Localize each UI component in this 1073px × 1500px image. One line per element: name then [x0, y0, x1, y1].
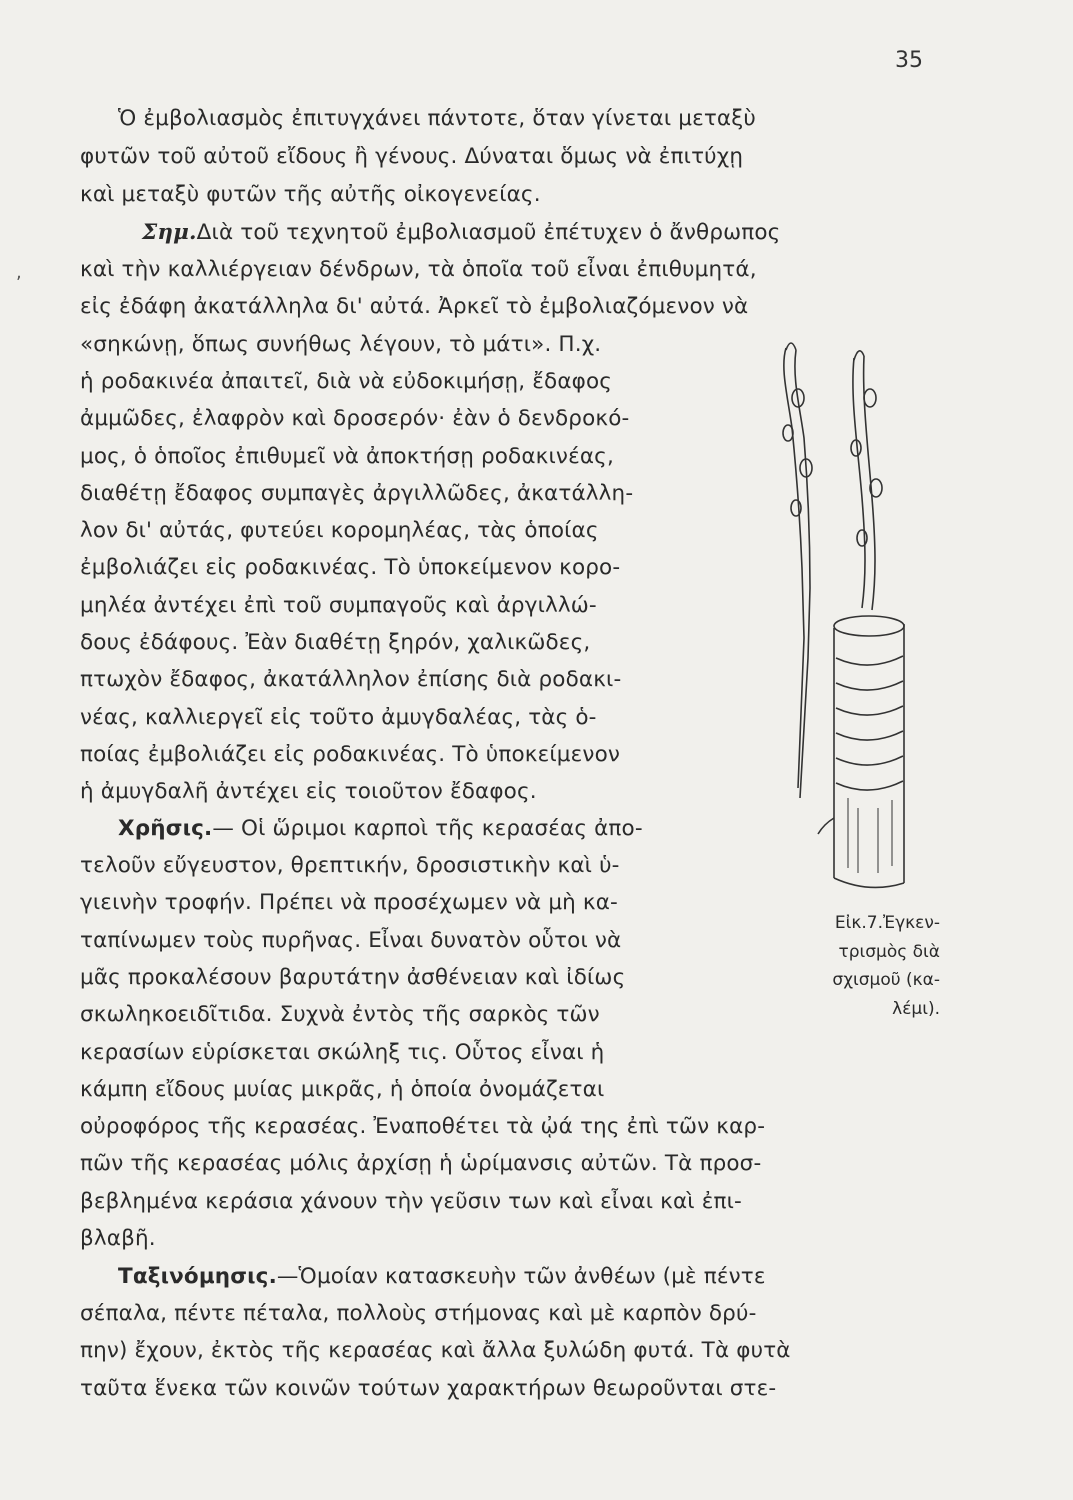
text-line: σκωληκοειδῖτιδα. Συχνὰ ἐντὸς τῆς σαρκὸς τῶν — [80, 1002, 600, 1027]
scion-right — [851, 351, 882, 610]
text-line: σέπαλα, πέντε πέταλα, πολλοὺς στήμονας καὶ μὲ καρπὸν δρύ- — [80, 1301, 757, 1326]
text-line: λον δι' αὐτάς, φυτεύει κορομηλέας, τὰς ὁποίας — [80, 518, 599, 543]
scion-left — [783, 343, 812, 798]
usage-text: — Οἱ ὥριμοι καρποὶ τῆς κερασέας ἀπο- — [212, 816, 643, 841]
text-line: ταῦτα ἕνεκα τῶν κοινῶν τούτων χαρακτήρων θεωροῦνται στε- — [80, 1376, 777, 1401]
text-line: ταπίνωμεν τοὺς πυρῆνας. Εἶναι δυνατὸν οὗτοι νὰ — [80, 928, 622, 953]
rootstock — [818, 616, 904, 887]
note-text: Διὰ τοῦ τεχνητοῦ ἐμβολιασμοῦ ἐπέτυχεν ὁ ἄνθρωπος — [196, 220, 781, 245]
classification-heading: Ταξινόμησις. — [118, 1264, 277, 1289]
caption-line: λέμι). — [892, 999, 940, 1019]
note-label: Σημ. — [142, 220, 197, 245]
text-line: δους ἐδάφους. Ἐὰν διαθέτῃ ξηρόν, χαλικῶδες, — [80, 630, 591, 655]
text-line: κάμπη εἴδους μυίας μικρᾶς, ἡ ὁποία ὀνομάζεται — [80, 1077, 605, 1102]
caption-line: σχισμοῦ (κα- — [832, 970, 940, 990]
text-line — [142, 222, 780, 244]
text-line — [118, 818, 643, 840]
text-line: ἐμβολιάζει εἰς ροδακινέας. Τὸ ὑποκείμενον κορο- — [80, 555, 621, 580]
text-line: κερασίων εὑρίσκεται σκώληξ τις. Οὗτος εἶναι ἡ — [80, 1040, 605, 1065]
caption-line: Εἰκ.7.Ἐγκεν- — [834, 913, 940, 933]
text-line: μος, ὁ ὁποῖος ἐπιθυμεῖ νὰ ἀποκτήσῃ ροδακινέας, — [80, 444, 614, 469]
text-line: εἰς ἐδάφη ἀκατάλληλα δι' αὐτά. Ἀρκεῖ τὸ ἐμβολιαζόμενον νὰ — [80, 294, 749, 319]
caption-line: τρισμὸς διὰ — [838, 942, 940, 962]
text-line: καὶ τὴν καλλιέργειαν δένδρων, τὰ ὁποῖα τοῦ εἶναι ἐπιθυμητά, — [80, 257, 757, 282]
text-line: οὐροφόρος τῆς κερασέας. Ἐναποθέτει τὰ ᾠά της ἐπὶ τῶν καρ- — [80, 1114, 766, 1139]
text-line: γιεινὴν τροφήν. Πρέπει νὰ προσέχωμεν νὰ μὴ κα- — [80, 890, 618, 915]
text-line: ποίας ἐμβολιάζει εἰς ροδακινέας. Τὸ ὑποκείμενον — [80, 742, 621, 767]
classification-text: —Ὁμοίαν κατασκευὴν τῶν ἀνθέων (μὲ πέντε — [276, 1264, 766, 1289]
text-line: πην) ἔχουν, ἐκτὸς τῆς κερασέας καὶ ἄλλα ξυλώδη φυτά. Τὰ φυτὰ — [80, 1338, 791, 1363]
text-line: μᾶς προκαλέσουν βαρυτάτην ἀσθένειαν καὶ ἰδίως — [80, 965, 626, 990]
text-line: «σηκώνῃ, ὅπως συνήθως λέγουν, τὸ μάτι». Π.χ. — [80, 332, 602, 357]
text-line: ἡ ροδακινέα ἀπαιτεῖ, διὰ νὰ εὐδοκιμήσῃ, ἔδαφος — [80, 369, 613, 394]
page-number: 35 — [895, 48, 923, 73]
text-line: μηλέα ἀντέχει ἐπὶ τοῦ συμπαγοῦς καὶ ἀργιλλώ- — [80, 593, 597, 618]
text-line: διαθέτῃ ἔδαφος συμπαγὲς ἀργιλλῶδες, ἀκατάλλη- — [80, 481, 634, 506]
text-line: Ὁ ἐμβολιασμὸς ἐπιτυγχάνει πάντοτε, ὅταν γίνεται μεταξὺ — [118, 106, 756, 131]
margin-mark: , — [16, 262, 22, 283]
text-line: βεβλημένα κεράσια χάνουν τὴν γεῦσιν των καὶ εἶναι καὶ ἐπι- — [80, 1189, 742, 1214]
text-line: τελοῦν εὔγευστον, θρεπτικήν, δροσιστικὴν καὶ ὑ- — [80, 853, 620, 878]
text-line: φυτῶν τοῦ αὐτοῦ εἴδους ἢ γένους. Δύναται ὅμως νὰ ἐπιτύχῃ — [80, 144, 744, 169]
text-line: πτωχὸν ἔδαφος, ἀκατάλληλον ἐπίσης διὰ ροδακι- — [80, 667, 622, 692]
text-line — [118, 1266, 766, 1288]
text-line: ἀμμῶδες, ἐλαφρὸν καὶ δροσερόν· ἐὰν ὁ δενδροκό- — [80, 406, 630, 431]
text-line: καὶ μεταξὺ φυτῶν τῆς αὐτῆς οἰκογενείας. — [80, 182, 541, 207]
text-line: νέας, καλλιεργεῖ εἰς τοῦτο ἀμυγδαλέας, τὰς ὁ- — [80, 705, 597, 730]
text-line: βλαβῆ. — [80, 1226, 156, 1251]
text-line: πῶν τῆς κερασέας μόλις ἀρχίσῃ ἡ ὡρίμανσις αὐτῶν. Τὰ προσ- — [80, 1151, 762, 1176]
grafting-illustration — [758, 338, 968, 898]
usage-heading: Χρῆσις. — [118, 816, 213, 841]
text-line: ἡ ἀμυγδαλῆ ἀντέχει εἰς τοιοῦτον ἔδαφος. — [80, 779, 537, 804]
